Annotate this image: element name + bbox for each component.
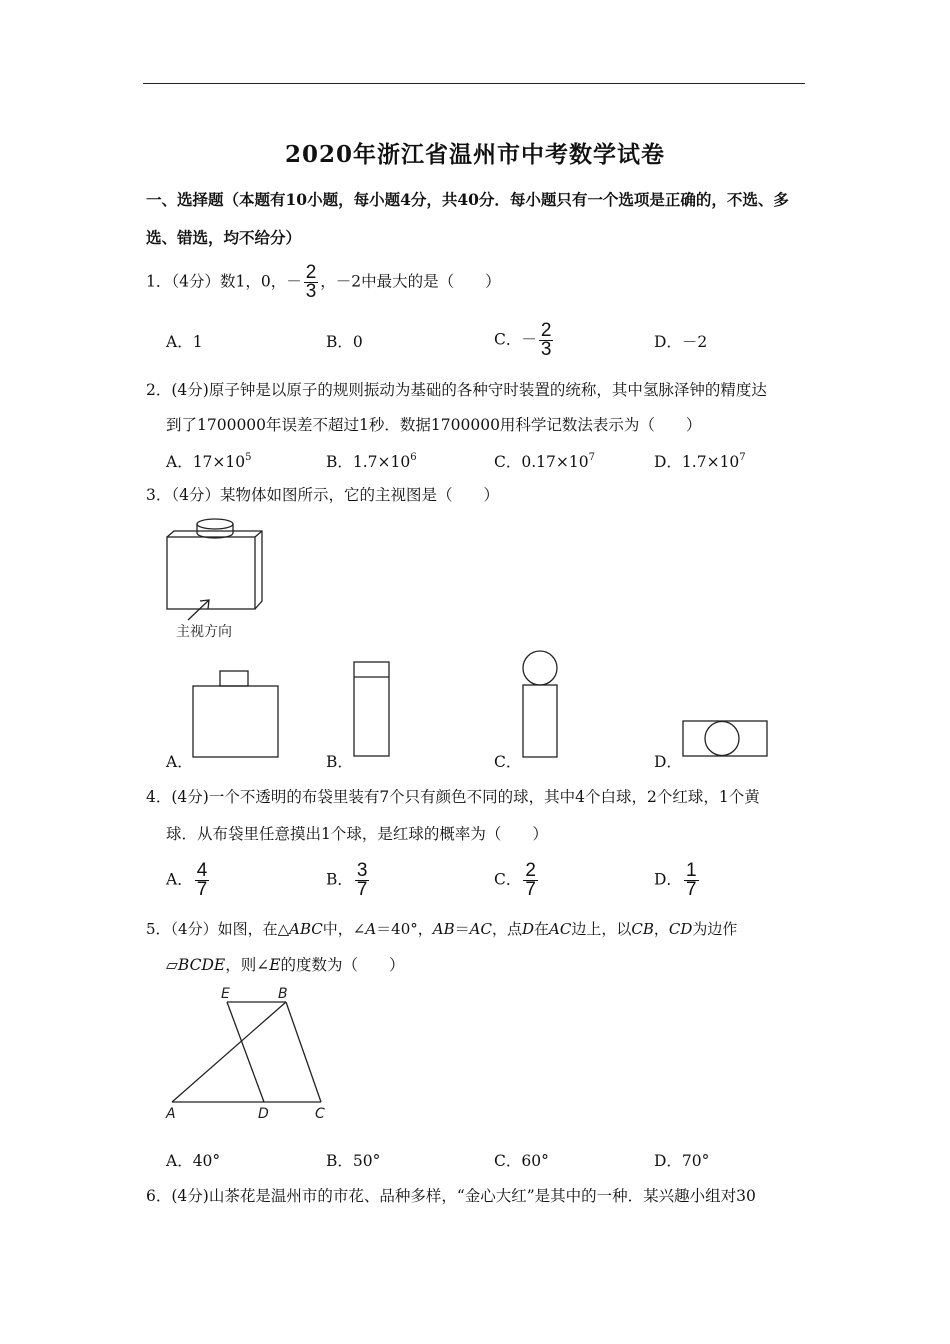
q2-option-d[interactable]: D．$1.7\times 10^7$: [654, 452, 746, 471]
q5-option-d[interactable]: D．70°: [654, 1152, 710, 1170]
q3-option-b-figure[interactable]: [351, 659, 393, 759]
q2-option-b[interactable]: B．$1.7\times 10^6$: [326, 452, 417, 471]
question-6-line1: 6．(4分)山茶花是温州市的市花、品种多样，“金心大红”是其中的一种．某兴趣小组对30: [146, 1187, 756, 1205]
section-heading-line2: 选、错选，均不给分）: [146, 228, 302, 247]
q5-option-a[interactable]: A．40°: [166, 1152, 221, 1170]
q4-option-b[interactable]: B． $\frac{3}{7}$: [326, 860, 368, 900]
q4-option-d[interactable]: D． $\frac{1}{7}$: [654, 860, 697, 900]
q1-text-post: ，－2中最大的是（ ）: [320, 272, 501, 291]
q2-option-c[interactable]: C．$0.17\times 10^7$: [494, 452, 595, 471]
label-C: C: [315, 1106, 325, 1122]
q3-option-d[interactable]: D．: [654, 753, 682, 771]
section-heading-line1: 一、选择题（本题有10小题，每小题4分，共40分．每小题只有一个选项是正确的，不选、多: [146, 190, 789, 209]
question-2-line1: 2．(4分)原子钟是以原子的规则振动为基础的各种守时装置的统称，其中氢脉泽钟的精度达: [146, 381, 767, 399]
q5-option-c[interactable]: C．60°: [494, 1152, 549, 1170]
q3-object-figure: [160, 512, 270, 642]
label-A: A: [166, 1106, 176, 1122]
q2-option-a[interactable]: A．$17\times 10^5$: [166, 452, 252, 471]
q5-option-b[interactable]: B．50°: [326, 1152, 381, 1170]
page-title: 2020年浙江省温州市中考数学试卷: [284, 141, 665, 168]
label-D: D: [258, 1106, 269, 1122]
q3-option-a[interactable]: A．: [166, 753, 193, 771]
q3-option-d-figure[interactable]: [680, 718, 772, 760]
q1-option-d[interactable]: D．－2: [654, 333, 708, 351]
question-1: [146, 264, 501, 301]
label-B: B: [278, 986, 288, 1002]
question-3: 3．（4分）某物体如图所示，它的主视图是（ ）: [146, 486, 499, 504]
question-5-line2: ▱BCDE，则∠E的度数为（ ）: [166, 956, 405, 974]
question-5-line1: 5．（4分）如图，在△ABC中，∠A＝40°，AB＝AC，点D在AC边上，以CB，CD为边作: [146, 920, 738, 938]
q4-option-a[interactable]: A． $\frac{4}{7}$: [166, 860, 208, 900]
label-E: E: [221, 986, 230, 1002]
q1-text-pre: 1．（4分）数1，0，－: [146, 272, 302, 291]
q1-fraction: $\frac{2}{3}$: [305, 262, 317, 302]
q3-option-c[interactable]: C．: [494, 753, 522, 771]
q1-option-b[interactable]: B．0: [326, 333, 363, 351]
q3-option-b[interactable]: B．: [326, 753, 353, 771]
question-4-line1: 4．(4分)一个不透明的布袋里装有7个只有颜色不同的球，其中4个白球，2个红球，1个黄: [146, 788, 760, 806]
q3-view-direction-label: 主视方向: [176, 624, 232, 640]
q3-option-a-figure[interactable]: [190, 668, 282, 760]
q1-option-c[interactable]: C．－ $\frac{2}{3}$: [494, 320, 552, 360]
q5-geometry-figure: [160, 982, 340, 1122]
header-rule: [143, 83, 805, 84]
q1-option-c-fraction: $\frac{2}{3}$: [540, 320, 552, 360]
question-4-line2: 球．从布袋里任意摸出1个球，是红球的概率为（ ）: [166, 825, 548, 843]
q1-option-a[interactable]: A．1: [166, 333, 203, 351]
q3-option-c-figure[interactable]: [518, 648, 564, 760]
question-2-line2: 到了1700000年误差不超过1秒．数据1700000用科学记数法表示为（ ）: [166, 416, 702, 434]
q4-option-c[interactable]: C． $\frac{2}{7}$: [494, 860, 536, 900]
